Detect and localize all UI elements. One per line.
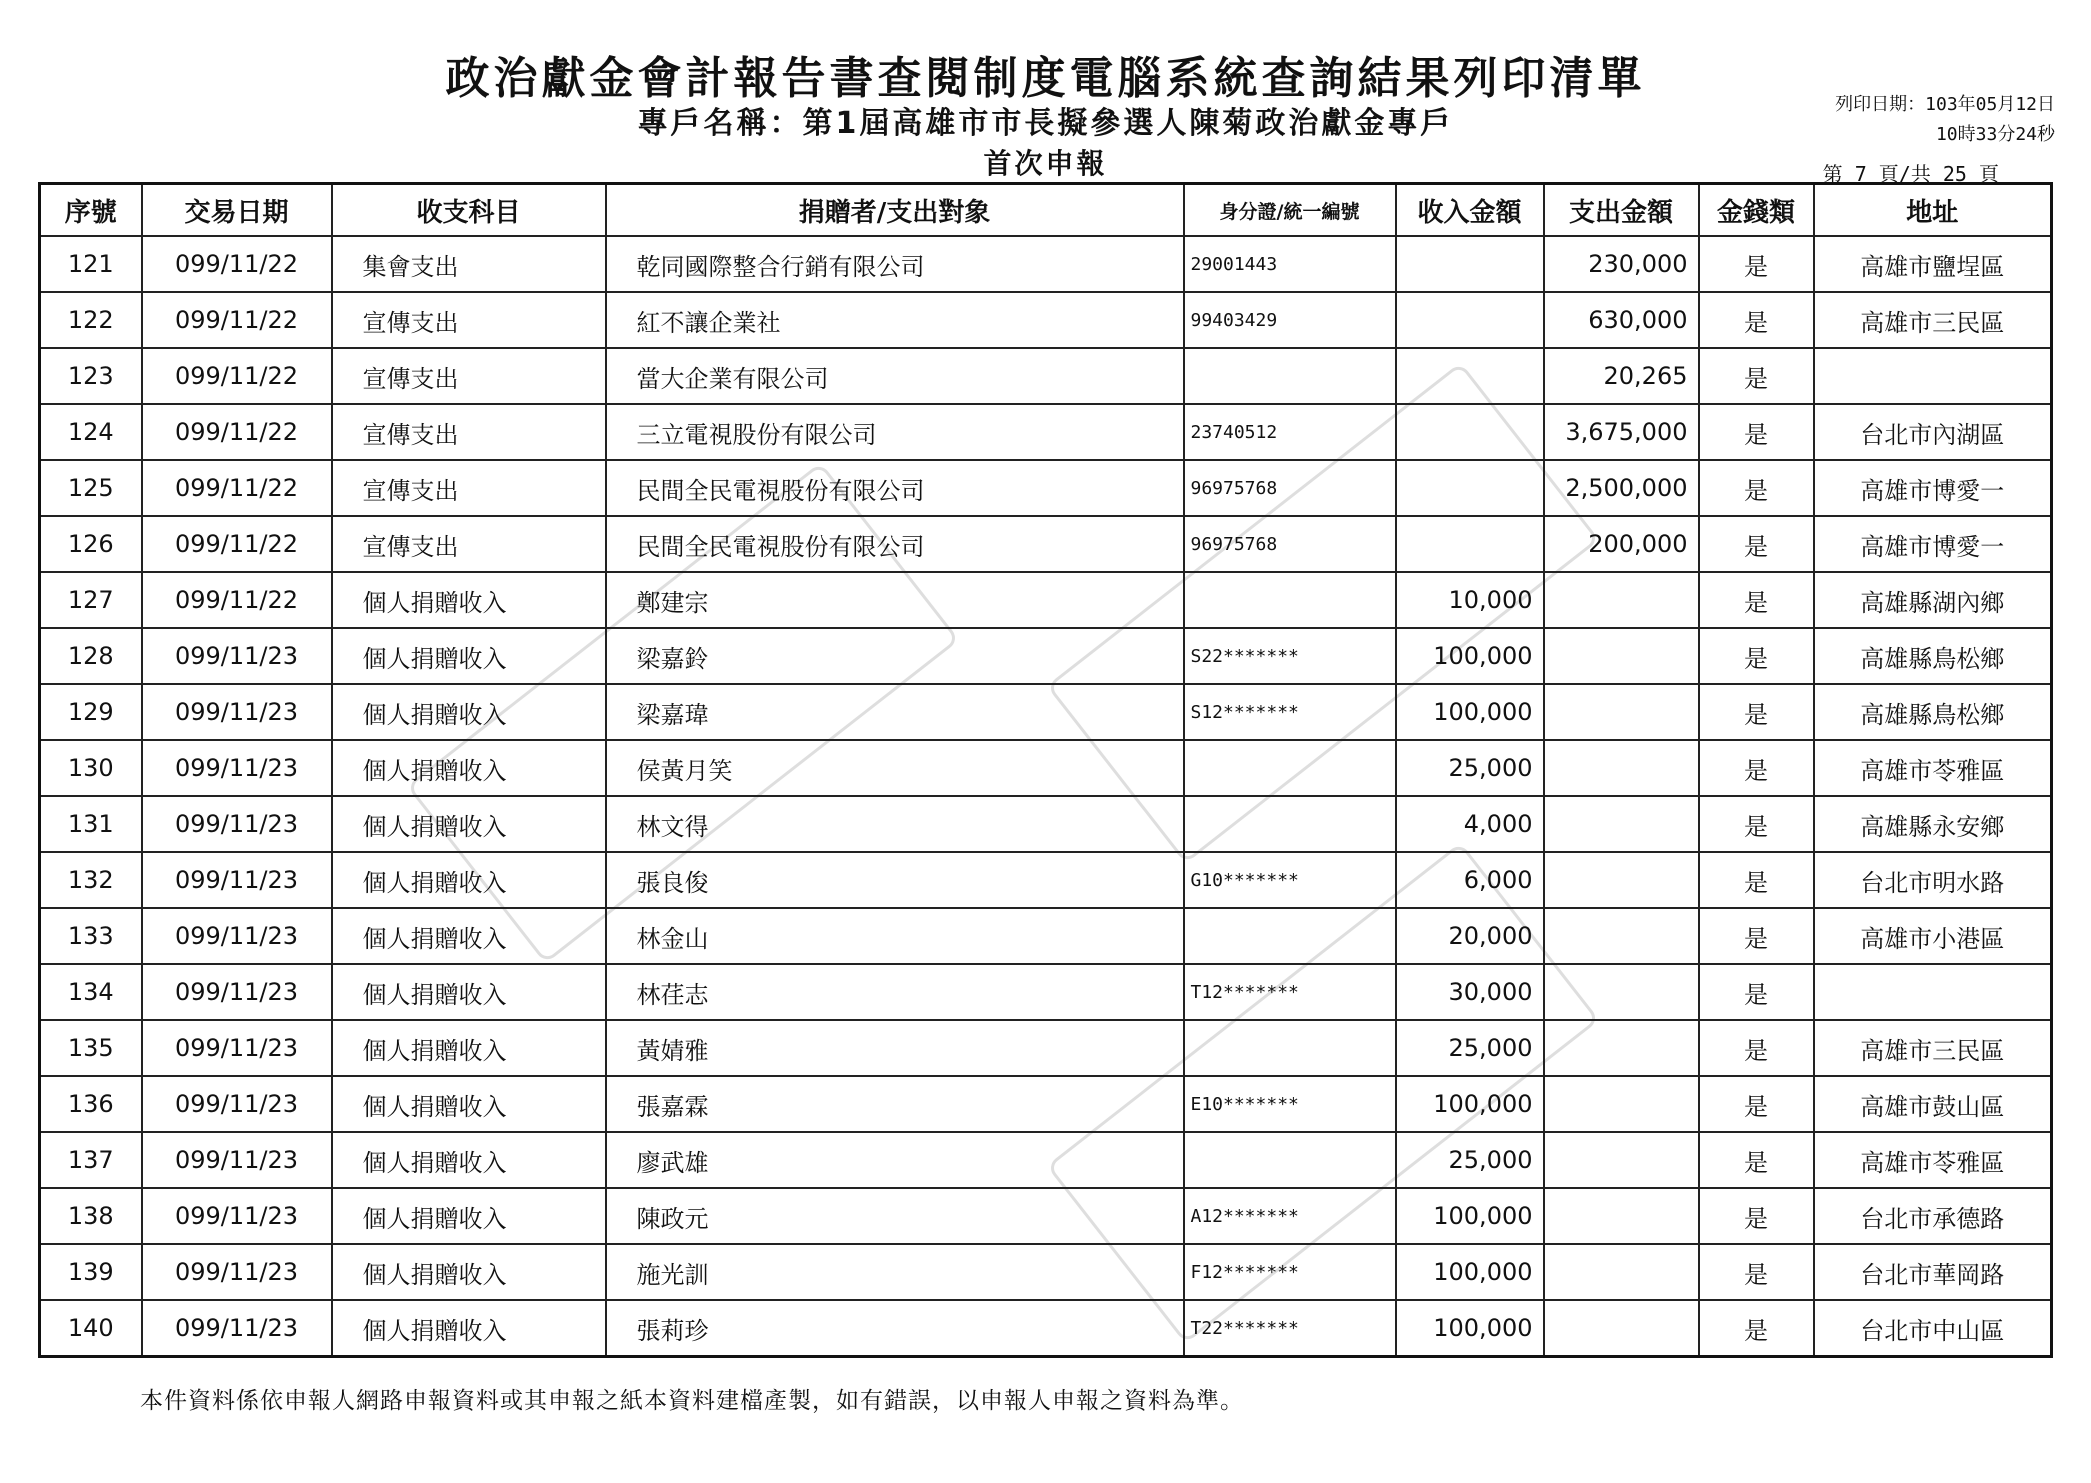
col-header-monetary: 金錢類 — [1699, 184, 1814, 237]
cell-category: 個人捐贈收入 — [332, 908, 606, 964]
cell-serial: 137 — [40, 1132, 142, 1188]
cell-id: 99403429 — [1184, 292, 1396, 348]
cell-id: S22******* — [1184, 628, 1396, 684]
cell-address: 高雄縣鳥松鄉 — [1814, 684, 2052, 740]
cell-date: 099/11/22 — [142, 404, 332, 460]
table-row — [40, 1020, 2052, 1076]
cell-id — [1184, 348, 1396, 404]
cell-income: 100,000 — [1396, 628, 1544, 684]
cell-serial: 138 — [40, 1188, 142, 1244]
cell-date: 099/11/22 — [142, 348, 332, 404]
cell-address: 高雄市苓雅區 — [1814, 740, 2052, 796]
cell-address: 高雄市博愛一 — [1814, 460, 2052, 516]
cell-party: 三立電視股份有限公司 — [606, 404, 1184, 460]
table-row — [40, 1132, 2052, 1188]
cell-party: 張嘉霖 — [606, 1076, 1184, 1132]
cell-party: 林文得 — [606, 796, 1184, 852]
table-row — [40, 1188, 2052, 1244]
cell-category: 宣傳支出 — [332, 460, 606, 516]
cell-category: 宣傳支出 — [332, 516, 606, 572]
cell-id: E10******* — [1184, 1076, 1396, 1132]
cell-expense — [1544, 1076, 1699, 1132]
cell-monetary: 是 — [1699, 460, 1814, 516]
cell-category: 個人捐贈收入 — [332, 1188, 606, 1244]
cell-expense — [1544, 796, 1699, 852]
cell-expense — [1544, 572, 1699, 628]
cell-income — [1396, 516, 1544, 572]
cell-expense — [1544, 1020, 1699, 1076]
cell-income: 100,000 — [1396, 1300, 1544, 1357]
cell-expense: 630,000 — [1544, 292, 1699, 348]
print-date — [1835, 90, 2055, 150]
cell-expense — [1544, 1188, 1699, 1244]
cell-monetary: 是 — [1699, 572, 1814, 628]
cell-income: 25,000 — [1396, 1020, 1544, 1076]
table-row — [40, 628, 2052, 684]
cell-category: 個人捐贈收入 — [332, 740, 606, 796]
cell-id: F12******* — [1184, 1244, 1396, 1300]
cell-category: 個人捐贈收入 — [332, 1244, 606, 1300]
cell-party: 林荏志 — [606, 964, 1184, 1020]
cell-date: 099/11/23 — [142, 1244, 332, 1300]
cell-date: 099/11/23 — [142, 1132, 332, 1188]
cell-date: 099/11/23 — [142, 1076, 332, 1132]
report-title: 政治獻金會計報告書查閱制度電腦系統查詢結果列印清單 — [445, 53, 1646, 104]
cell-category: 個人捐贈收入 — [332, 1076, 606, 1132]
cell-address: 台北市中山區 — [1814, 1300, 2052, 1357]
cell-income: 25,000 — [1396, 740, 1544, 796]
table-row — [40, 852, 2052, 908]
print-date-line2: 10時33分24秒 — [1935, 124, 2055, 145]
col-header-date: 交易日期 — [142, 184, 332, 237]
cell-income: 10,000 — [1396, 572, 1544, 628]
cell-address: 高雄市小港區 — [1814, 908, 2052, 964]
cell-monetary: 是 — [1699, 628, 1814, 684]
cell-category: 宣傳支出 — [332, 404, 606, 460]
table-row — [40, 460, 2052, 516]
cell-date: 099/11/23 — [142, 1188, 332, 1244]
cell-expense — [1544, 964, 1699, 1020]
cell-monetary: 是 — [1699, 292, 1814, 348]
cell-serial: 139 — [40, 1244, 142, 1300]
cell-date: 099/11/23 — [142, 1300, 332, 1357]
cell-party: 陳政元 — [606, 1188, 1184, 1244]
cell-monetary: 是 — [1699, 740, 1814, 796]
table-row — [40, 516, 2052, 572]
cell-expense — [1544, 628, 1699, 684]
cell-party: 民間全民電視股份有限公司 — [606, 516, 1184, 572]
cell-income — [1396, 292, 1544, 348]
cell-id — [1184, 796, 1396, 852]
cell-monetary: 是 — [1699, 1132, 1814, 1188]
cell-party: 乾同國際整合行銷有限公司 — [606, 236, 1184, 292]
table-row — [40, 292, 2052, 348]
cell-category: 個人捐贈收入 — [332, 852, 606, 908]
cell-income: 20,000 — [1396, 908, 1544, 964]
table-row — [40, 348, 2052, 404]
cell-date: 099/11/23 — [142, 908, 332, 964]
print-date-line1: 列印日期：103年05月12日 — [1835, 94, 2055, 115]
cell-id — [1184, 908, 1396, 964]
cell-category: 個人捐贈收入 — [332, 684, 606, 740]
cell-income: 6,000 — [1396, 852, 1544, 908]
cell-address: 高雄市鼓山區 — [1814, 1076, 2052, 1132]
cell-party: 鄭建宗 — [606, 572, 1184, 628]
cell-date: 099/11/23 — [142, 852, 332, 908]
cell-monetary: 是 — [1699, 348, 1814, 404]
cell-party: 紅不讓企業社 — [606, 292, 1184, 348]
cell-id: T22******* — [1184, 1300, 1396, 1357]
cell-party: 梁嘉鈴 — [606, 628, 1184, 684]
cell-date: 099/11/22 — [142, 236, 332, 292]
cell-id: 29001443 — [1184, 236, 1396, 292]
cell-income — [1396, 348, 1544, 404]
col-header-address: 地址 — [1814, 184, 2052, 237]
cell-monetary: 是 — [1699, 852, 1814, 908]
cell-party: 梁嘉瑋 — [606, 684, 1184, 740]
cell-address: 高雄市苓雅區 — [1814, 1132, 2052, 1188]
cell-address: 台北市明水路 — [1814, 852, 2052, 908]
cell-category: 宣傳支出 — [332, 348, 606, 404]
cell-id: 23740512 — [1184, 404, 1396, 460]
report-section: 首次申報 — [983, 147, 1108, 180]
cell-date: 099/11/23 — [142, 684, 332, 740]
cell-id: 96975768 — [1184, 460, 1396, 516]
cell-party: 廖武雄 — [606, 1132, 1184, 1188]
cell-party: 施光訓 — [606, 1244, 1184, 1300]
cell-income: 100,000 — [1396, 1076, 1544, 1132]
cell-party: 林金山 — [606, 908, 1184, 964]
cell-monetary: 是 — [1699, 1188, 1814, 1244]
cell-category: 宣傳支出 — [332, 292, 606, 348]
cell-address: 高雄市三民區 — [1814, 292, 2052, 348]
cell-serial: 140 — [40, 1300, 142, 1357]
table-row — [40, 964, 2052, 1020]
cell-monetary: 是 — [1699, 1300, 1814, 1357]
cell-id: G10******* — [1184, 852, 1396, 908]
cell-date: 099/11/22 — [142, 292, 332, 348]
cell-address: 高雄縣永安鄉 — [1814, 796, 2052, 852]
table-row — [40, 1076, 2052, 1132]
cell-expense: 230,000 — [1544, 236, 1699, 292]
table-row — [40, 572, 2052, 628]
cell-serial: 129 — [40, 684, 142, 740]
col-header-id: 身分證/統一編號 — [1184, 184, 1396, 237]
cell-serial: 136 — [40, 1076, 142, 1132]
cell-serial: 121 — [40, 236, 142, 292]
cell-expense: 200,000 — [1544, 516, 1699, 572]
cell-date: 099/11/23 — [142, 628, 332, 684]
cell-address: 台北市承德路 — [1814, 1188, 2052, 1244]
col-header-party: 捐贈者/支出對象 — [606, 184, 1184, 237]
cell-party: 張良俊 — [606, 852, 1184, 908]
cell-monetary: 是 — [1699, 236, 1814, 292]
cell-serial: 124 — [40, 404, 142, 460]
cell-address: 台北市華岡路 — [1814, 1244, 2052, 1300]
cell-address: 台北市內湖區 — [1814, 404, 2052, 460]
cell-category: 個人捐贈收入 — [332, 796, 606, 852]
cell-expense: 2,500,000 — [1544, 460, 1699, 516]
cell-expense — [1544, 684, 1699, 740]
account-name: 專戶名稱：第1屆高雄市市長擬參選人陳菊政治獻金專戶 — [637, 106, 1454, 141]
col-header-category: 收支科目 — [332, 184, 606, 237]
cell-date: 099/11/23 — [142, 796, 332, 852]
cell-address — [1814, 964, 2052, 1020]
page-info: 第 7 頁/共 25 頁 — [1822, 162, 1999, 186]
cell-expense: 3,675,000 — [1544, 404, 1699, 460]
cell-income — [1396, 460, 1544, 516]
cell-serial: 132 — [40, 852, 142, 908]
cell-party: 張莉珍 — [606, 1300, 1184, 1357]
cell-date: 099/11/23 — [142, 1020, 332, 1076]
table-row — [40, 236, 2052, 292]
col-header-expense: 支出金額 — [1544, 184, 1699, 237]
cell-serial: 130 — [40, 740, 142, 796]
cell-expense — [1544, 852, 1699, 908]
cell-id: T12******* — [1184, 964, 1396, 1020]
cell-id: A12******* — [1184, 1188, 1396, 1244]
cell-monetary: 是 — [1699, 908, 1814, 964]
cell-address — [1814, 348, 2052, 404]
cell-monetary: 是 — [1699, 516, 1814, 572]
cell-date: 099/11/22 — [142, 460, 332, 516]
cell-serial: 127 — [40, 572, 142, 628]
col-header-serial: 序號 — [40, 184, 142, 237]
cell-category: 個人捐贈收入 — [332, 1132, 606, 1188]
cell-category: 個人捐贈收入 — [332, 964, 606, 1020]
table-row — [40, 684, 2052, 740]
cell-id — [1184, 1132, 1396, 1188]
cell-category: 個人捐贈收入 — [332, 1020, 606, 1076]
cell-category: 個人捐贈收入 — [332, 572, 606, 628]
cell-monetary: 是 — [1699, 1244, 1814, 1300]
cell-date: 099/11/23 — [142, 964, 332, 1020]
cell-address: 高雄市博愛一 — [1814, 516, 2052, 572]
cell-serial: 128 — [40, 628, 142, 684]
cell-monetary: 是 — [1699, 1076, 1814, 1132]
table-header-row — [40, 184, 2052, 237]
cell-category: 個人捐贈收入 — [332, 1300, 606, 1357]
table-row — [40, 1244, 2052, 1300]
col-header-income: 收入金額 — [1396, 184, 1544, 237]
cell-id — [1184, 740, 1396, 796]
cell-party: 當大企業有限公司 — [606, 348, 1184, 404]
cell-address: 高雄縣湖內鄉 — [1814, 572, 2052, 628]
table-row — [40, 1300, 2052, 1357]
cell-expense: 20,265 — [1544, 348, 1699, 404]
cell-monetary: 是 — [1699, 964, 1814, 1020]
cell-income: 4,000 — [1396, 796, 1544, 852]
cell-serial: 125 — [40, 460, 142, 516]
cell-date: 099/11/22 — [142, 516, 332, 572]
cell-expense — [1544, 1244, 1699, 1300]
cell-income: 100,000 — [1396, 1188, 1544, 1244]
cell-id: 96975768 — [1184, 516, 1396, 572]
cell-expense — [1544, 1132, 1699, 1188]
cell-income: 100,000 — [1396, 1244, 1544, 1300]
table-row — [40, 740, 2052, 796]
cell-category: 個人捐贈收入 — [332, 628, 606, 684]
records-table — [38, 182, 2053, 1358]
cell-expense — [1544, 908, 1699, 964]
cell-serial: 126 — [40, 516, 142, 572]
cell-monetary: 是 — [1699, 1020, 1814, 1076]
cell-id — [1184, 572, 1396, 628]
cell-serial: 123 — [40, 348, 142, 404]
cell-monetary: 是 — [1699, 404, 1814, 460]
cell-income: 30,000 — [1396, 964, 1544, 1020]
cell-serial: 122 — [40, 292, 142, 348]
cell-serial: 135 — [40, 1020, 142, 1076]
cell-monetary: 是 — [1699, 796, 1814, 852]
cell-id: S12******* — [1184, 684, 1396, 740]
cell-serial: 134 — [40, 964, 142, 1020]
disclaimer-footer: 本件資料係依申報人網路申報資料或其申報之紙本資料建檔產製，如有錯誤，以申報人申報之資料為準。 — [140, 1388, 1244, 1414]
cell-serial: 133 — [40, 908, 142, 964]
cell-address: 高雄市鹽埕區 — [1814, 236, 2052, 292]
cell-expense — [1544, 1300, 1699, 1357]
table-row — [40, 908, 2052, 964]
table-row — [40, 404, 2052, 460]
cell-income: 100,000 — [1396, 684, 1544, 740]
cell-serial: 131 — [40, 796, 142, 852]
cell-party: 民間全民電視股份有限公司 — [606, 460, 1184, 516]
cell-party: 侯黃月笑 — [606, 740, 1184, 796]
cell-monetary: 是 — [1699, 684, 1814, 740]
cell-party: 黃婧雅 — [606, 1020, 1184, 1076]
cell-expense — [1544, 740, 1699, 796]
cell-date: 099/11/22 — [142, 572, 332, 628]
cell-income: 25,000 — [1396, 1132, 1544, 1188]
cell-income — [1396, 404, 1544, 460]
cell-income — [1396, 236, 1544, 292]
table-body — [40, 236, 2052, 1357]
table-row — [40, 796, 2052, 852]
cell-address: 高雄市三民區 — [1814, 1020, 2052, 1076]
cell-id — [1184, 1020, 1396, 1076]
cell-address: 高雄縣鳥松鄉 — [1814, 628, 2052, 684]
cell-category: 集會支出 — [332, 236, 606, 292]
cell-date: 099/11/23 — [142, 740, 332, 796]
